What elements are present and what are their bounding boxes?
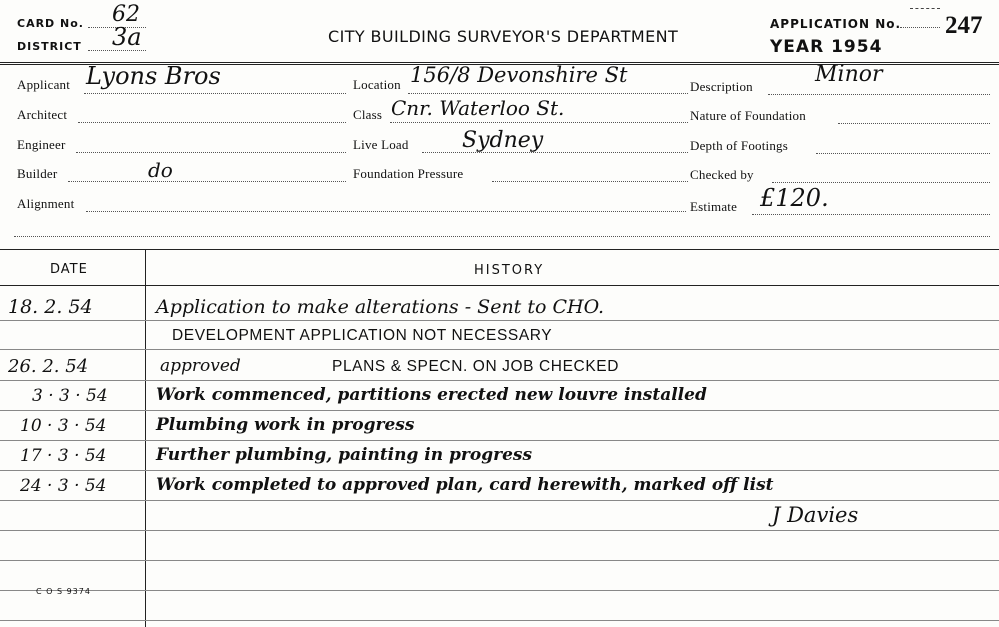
history-column-header: HISTORY — [474, 263, 545, 278]
live-load-value: Sydney — [462, 128, 544, 153]
history-entry: Work commenced, partitions erected new louvre installed — [156, 385, 707, 405]
date-column-header: DATE — [50, 262, 88, 277]
class-value: Cnr. Waterloo St. — [391, 96, 565, 120]
estimate-value: £120. — [760, 184, 829, 212]
description-value: Minor — [815, 62, 883, 87]
history-entry: Plumbing work in progress — [156, 415, 415, 435]
estimate-label: Estimate — [690, 199, 738, 214]
location-value: 156/8 Devonshire St — [410, 63, 628, 87]
application-label: APPLICATION No. — [770, 17, 902, 31]
alignment-label: Alignment — [17, 196, 75, 211]
description-label: Description — [690, 79, 753, 94]
district-label: DISTRICT — [17, 40, 82, 53]
history-entry-typed: PLANS & SPECN. ON JOB CHECKED — [332, 358, 619, 375]
row-date: 26. 2. 54 — [8, 356, 89, 377]
depth-of-footings-label: Depth of Footings — [690, 138, 789, 153]
history-entry: Application to make alterations - Sent to CHO. — [156, 296, 605, 318]
signature: J Davies — [772, 503, 859, 527]
row-date: 3 · 3 · 54 — [32, 386, 108, 406]
applicant-label: Applicant — [17, 77, 71, 92]
history-entry: approved — [160, 356, 241, 376]
card-no-value: 62 — [112, 2, 140, 27]
engineer-label: Engineer — [17, 137, 66, 152]
year-label: YEAR 1954 — [770, 37, 883, 57]
card-no-label: CARD No. — [17, 17, 84, 30]
row-date: 10 · 3 · 54 — [20, 416, 107, 436]
checked-by-label: Checked by — [690, 167, 754, 182]
class-label: Class — [353, 107, 383, 122]
history-entry-typed: DEVELOPMENT APPLICATION NOT NECESSARY — [172, 327, 553, 344]
nature-of-foundation-label: Nature of Foundation — [690, 108, 806, 123]
location-label: Location — [353, 77, 401, 92]
architect-label: Architect — [17, 107, 68, 122]
application-number: 247 — [945, 12, 983, 39]
department-title: CITY BUILDING SURVEYOR'S DEPARTMENT — [328, 27, 679, 46]
builder-label: Builder — [17, 166, 58, 181]
history-entry: Work completed to approved plan, card herewith, marked off list — [156, 475, 774, 495]
builder-value: do — [148, 158, 173, 182]
foundation-pressure-label: Foundation Pressure — [353, 166, 464, 181]
form-code: C O S 9374 — [36, 587, 91, 596]
row-date: 18. 2. 54 — [8, 296, 93, 318]
district-value: 3a — [112, 23, 142, 51]
row-date: 24 · 3 · 54 — [20, 476, 107, 496]
history-entry: Further plumbing, painting in progress — [156, 445, 533, 465]
live-load-label: Live Load — [353, 137, 409, 152]
applicant-value: Lyons Bros — [86, 62, 221, 90]
row-date: 17 · 3 · 54 — [20, 446, 107, 466]
